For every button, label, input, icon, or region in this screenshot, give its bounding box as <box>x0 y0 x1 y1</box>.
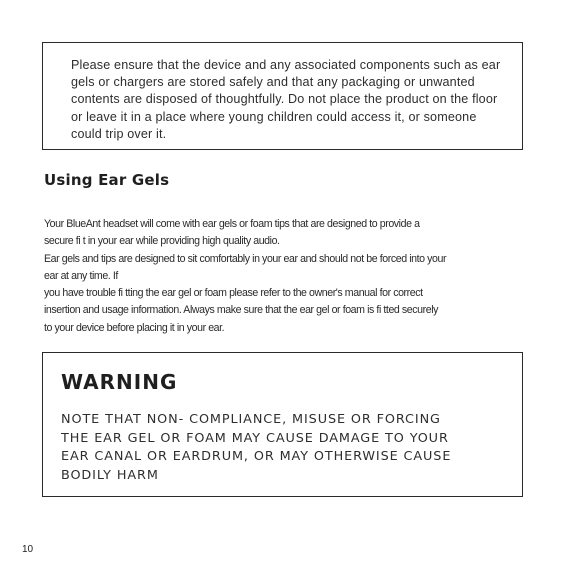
safety-notice-text: Please ensure that the device and any associated components such as ear gels or chargers are stored safely and that any packaging or unwanted contents are disposed of thoughtfully. Do not place the product on the floor or leave it in a place where young children could access it, or someone could trip over it. <box>71 58 501 141</box>
body-line: secure fi t in your ear while providing high quality audio. <box>44 235 280 248</box>
body-line: Ear gels and tips are designed to sit comfortably in your ear and should not be forced into your <box>44 252 447 265</box>
body-line: you have trouble fi tting the ear gel or foam please refer to the owner's manual for correct <box>44 287 423 300</box>
body-line: insertion and usage information. Always make sure that the ear gel or foam is fi tted securely <box>44 304 439 317</box>
warning-box <box>42 352 523 497</box>
warning-line: NOTE THAT NON- COMPLIANCE, MISUSE OR FORCING <box>61 412 441 427</box>
safety-notice-box <box>42 42 523 150</box>
warning-title: WARNING <box>61 370 178 394</box>
body-line: Your BlueAnt headset will come with ear gels or foam tips that are designed to provide a <box>44 218 420 230</box>
section-heading: Using Ear Gels <box>44 171 170 189</box>
page-number: 10 <box>22 544 34 555</box>
warning-line: BODILY HARM <box>61 467 159 483</box>
warning-line: THE EAR GEL OR FOAM MAY CAUSE DAMAGE TO YOUR <box>61 430 449 446</box>
warning-text <box>61 411 504 485</box>
warning-line: EAR CANAL OR EARDRUM, OR MAY OTHERWISE CAUSE <box>61 449 452 464</box>
body-line: ear at any time. If <box>44 269 118 282</box>
body-line: to your device before placing it in your ear. <box>44 321 225 334</box>
section-body <box>44 216 511 337</box>
